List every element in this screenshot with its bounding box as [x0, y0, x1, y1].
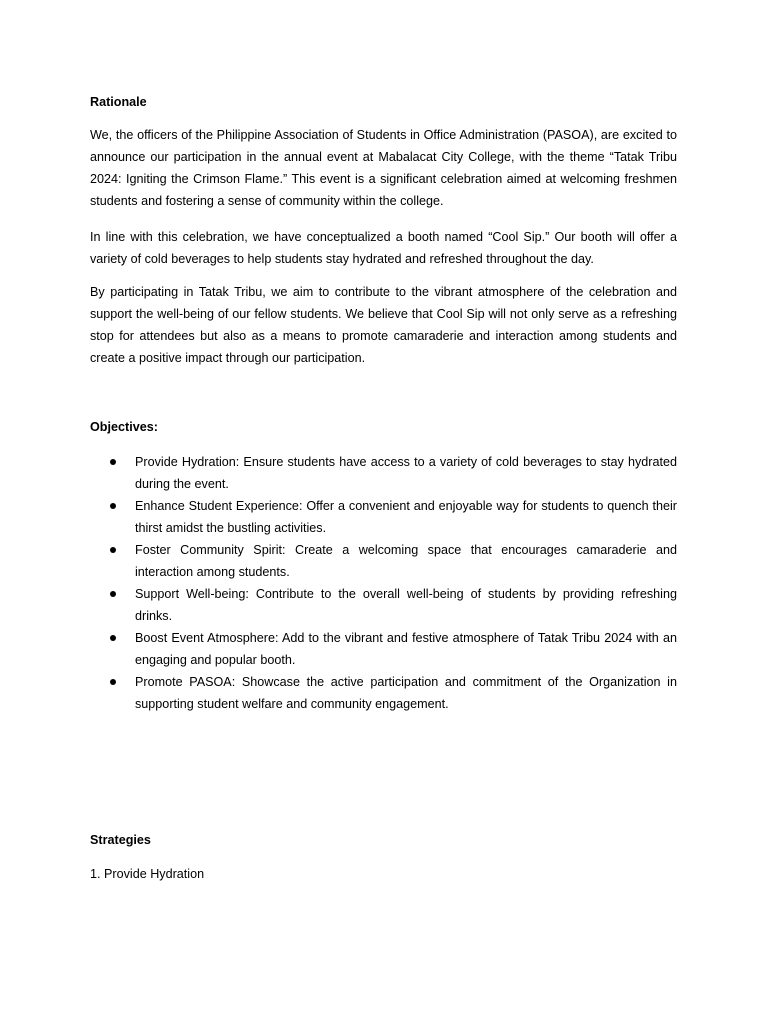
list-item: [90, 495, 677, 539]
objective-text: Support Well-being: Contribute to the overall well-being of students by providing refreshing drinks.: [135, 587, 677, 623]
rationale-paragraph-3: By participating in Tatak Tribu, we aim to contribute to the vibrant atmosphere of the celebration and support the well-being of our fellow students. We believe that Cool Sip will not only serve as a refreshing stop for attendees but also as a means to promote camaraderie and interaction among students and create a positive impact through our participation.: [90, 285, 677, 365]
rationale-paragraph-1: We, the officers of the Philippine Association of Students in Office Administration (PASOA), are excited to announce our participation in the annual event at Mabalacat City College, with the theme “Tatak Tribu 2024: Igniting the Crimson Flame.” This event is a significant celebration aimed at welcoming freshmen students and fostering a sense of community within the college.: [90, 128, 677, 208]
list-item: [90, 451, 677, 495]
rationale-paragraph-2: In line with this celebration, we have conceptualized a booth named “Cool Sip.” Our booth will offer a variety of cold beverages to help students stay hydrated and refreshed throughout the day.: [90, 230, 677, 266]
bullet-icon: [110, 459, 116, 465]
bullet-icon: [110, 547, 116, 553]
objective-text: Foster Community Spirit: Create a welcoming space that encourages camaraderie and interaction among students.: [135, 543, 677, 579]
objective-text: Boost Event Atmosphere: Add to the vibrant and festive atmosphere of Tatak Tribu 2024 with an engaging and popular booth.: [135, 631, 677, 667]
list-item: [90, 671, 677, 715]
bullet-icon: [110, 635, 116, 641]
list-item: [90, 627, 677, 671]
bullet-icon: [110, 591, 116, 597]
objectives-list: [90, 451, 677, 715]
bullet-icon: [110, 503, 116, 509]
rationale-heading: Rationale: [90, 95, 147, 109]
bullet-icon: [110, 679, 116, 685]
list-item: [90, 539, 677, 583]
objectives-heading: Objectives:: [90, 420, 158, 434]
strategy-item: 1. Provide Hydration: [90, 867, 205, 881]
strategies-heading: Strategies: [90, 833, 151, 847]
objective-text: Provide Hydration: Ensure students have access to a variety of cold beverages to stay hydrated during the event.: [135, 455, 677, 491]
list-item: [90, 583, 677, 627]
objective-text: Promote PASOA: Showcase the active participation and commitment of the Organization in supporting student welfare and community engagement.: [135, 675, 677, 711]
objective-text: Enhance Student Experience: Offer a convenient and enjoyable way for students to quench their thirst amidst the bustling activities.: [135, 499, 677, 535]
